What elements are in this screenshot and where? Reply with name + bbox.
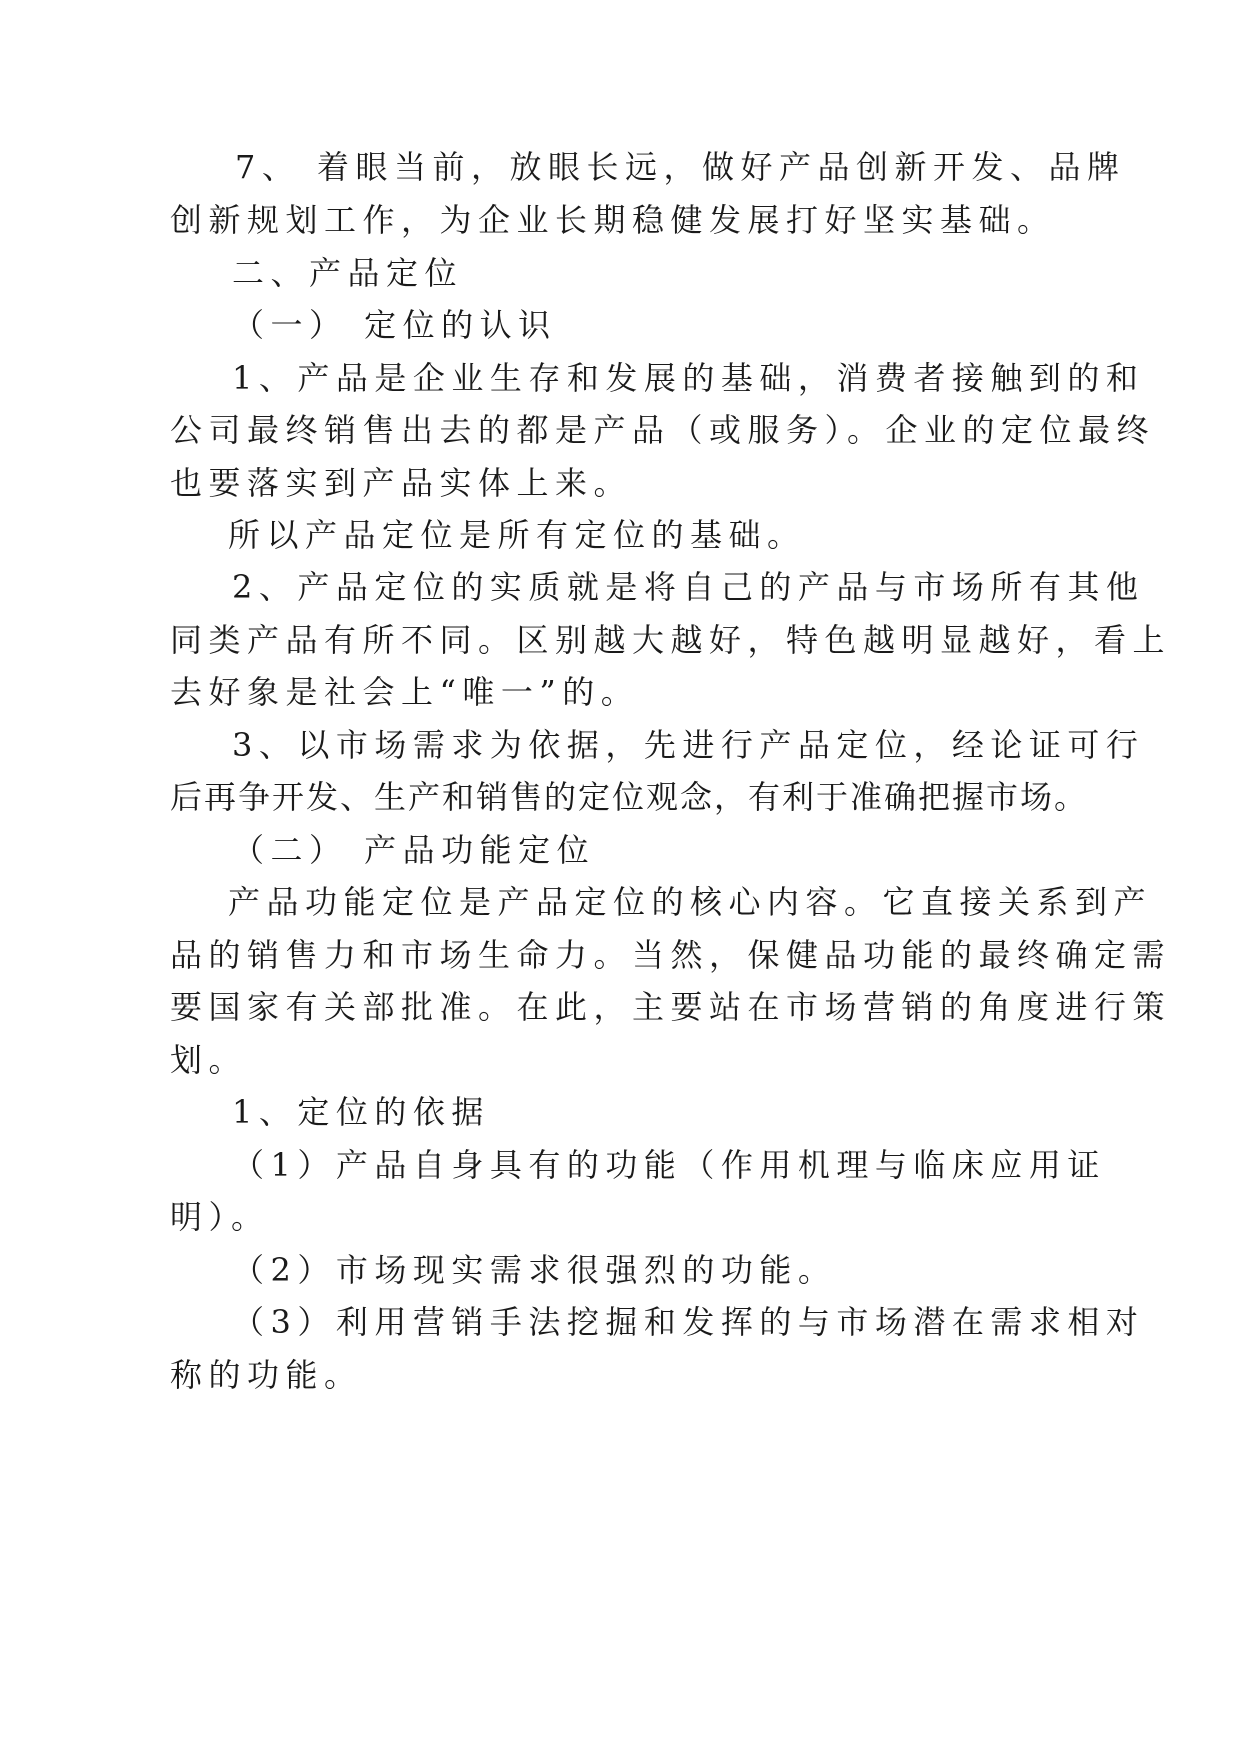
text-line-22: （2）市场现实需求很强烈的功能。 <box>232 1251 837 1289</box>
text-line-23: （3）利用营销手法挖掘和发挥的与市场潜在需求相对 <box>232 1303 1145 1341</box>
text-line-15: 产品功能定位是产品定位的核心内容。它直接关系到产 <box>228 883 1153 921</box>
text-line-24: 称的功能。 <box>170 1356 363 1394</box>
text-line-18: 划。 <box>170 1041 248 1079</box>
text-line-13: 后再争开发、生产和销售的定位观念，有利于准确把握市场。 <box>170 778 1089 816</box>
text-line-2: 创新规划工作，为企业长期稳健发展打好坚实基础。 <box>170 201 1056 239</box>
text-line-5: 1、产品是企业生存和发展的基础，消费者接触到的和 <box>232 359 1145 397</box>
text-line-16: 品的销售力和市场生命力。当然，保健品功能的最终确定需 <box>170 936 1172 974</box>
text-line-10: 同类产品有所不同。区别越大越好，特色越明显越好，看上 <box>170 621 1172 659</box>
subsection-heading-1: （一） 定位的认识 <box>232 306 557 344</box>
text-line-11: 去好象是社会上“唯一”的。 <box>170 673 640 711</box>
text-line-8: 所以产品定位是所有定位的基础。 <box>228 516 806 554</box>
text-line-12: 3、以市场需求为依据，先进行产品定位，经论证可行 <box>232 726 1145 764</box>
section-heading: 二、产品定位 <box>232 254 464 292</box>
text-line-1: 7、 着眼当前，放眼长远，做好产品创新开发、品牌 <box>235 148 1126 186</box>
text-line-17: 要国家有关部批准。在此，主要站在市场营销的角度进行策 <box>170 988 1172 1026</box>
subsection-heading-2: （二） 产品功能定位 <box>232 831 596 869</box>
text-line-20: （1）产品自身具有的功能（作用机理与临床应用证 <box>232 1146 1106 1184</box>
text-line-7: 也要落实到产品实体上来。 <box>170 464 633 502</box>
text-line-21: 明）。 <box>170 1198 270 1236</box>
text-line-9: 2、产品定位的实质就是将自己的产品与市场所有其他 <box>232 568 1145 606</box>
text-line-19: 1、定位的依据 <box>232 1093 490 1131</box>
text-line-6: 公司最终销售出去的都是产品（或服务）。企业的定位最终 <box>170 411 1156 449</box>
